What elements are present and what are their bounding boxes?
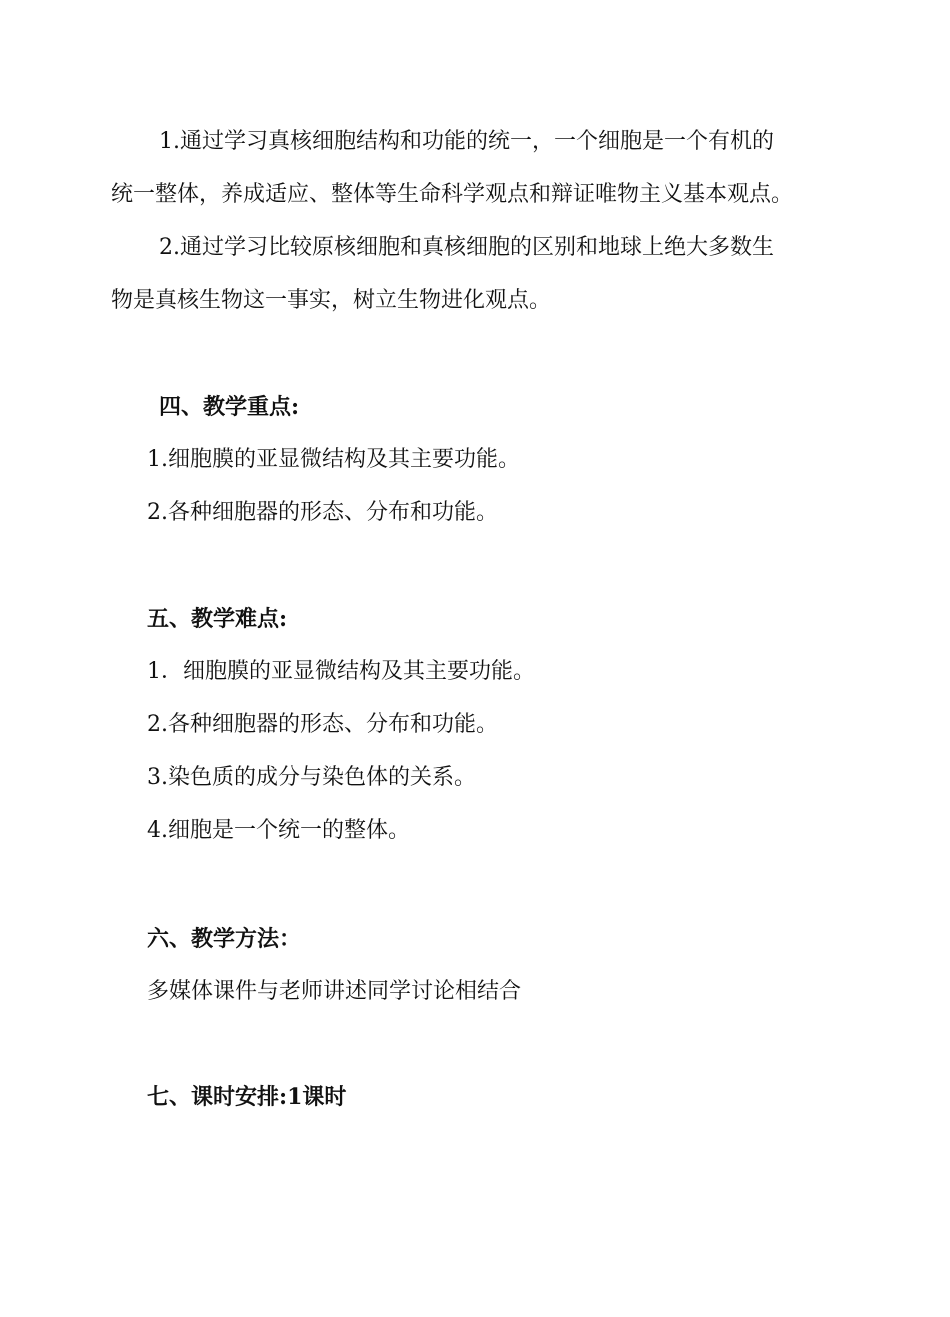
key-point-item-1: 1.细胞膜的亚显微结构及其主要功能。	[147, 447, 520, 472]
key-point-item-2: 2.各种细胞器的形态、分布和功能。	[147, 500, 498, 525]
difficult-points-heading: 五、教学难点:	[147, 606, 288, 632]
methods-text: 多媒体课件与老师讲述同学讨论相结合	[147, 979, 522, 1004]
objective-1-line-1: 1.通过学习真核细胞结构和功能的统一，一个细胞是一个有机的	[159, 129, 774, 154]
difficult-point-item-2: 2.各种细胞器的形态、分布和功能。	[147, 712, 498, 737]
difficult-point-item-3: 3.染色质的成分与染色体的关系。	[147, 765, 476, 790]
objective-1-line-2: 统一整体，养成适应、整体等生命科学观点和辩证唯物主义基本观点。	[111, 182, 794, 207]
objective-2-line-1: 2.通过学习比较原核细胞和真核细胞的区别和地球上绝大多数生	[159, 235, 774, 260]
schedule-heading: 七、课时安排:1课时	[147, 1084, 347, 1110]
methods-heading: 六、教学方法：	[147, 926, 302, 952]
objective-2-line-2: 物是真核生物这一事实，树立生物进化观点。	[111, 288, 552, 313]
difficult-point-item-4: 4.细胞是一个统一的整体。	[147, 818, 410, 843]
difficult-point-item-1: 1．细胞膜的亚显微结构及其主要功能。	[147, 659, 535, 684]
key-points-heading: 四、教学重点:	[159, 394, 300, 420]
